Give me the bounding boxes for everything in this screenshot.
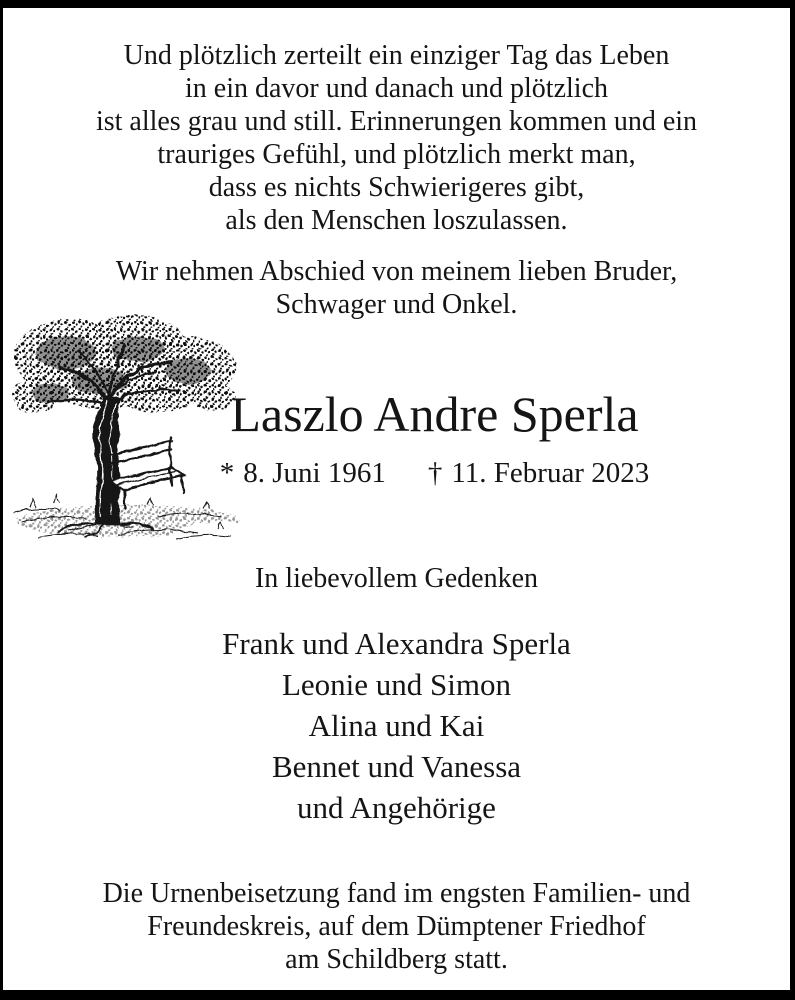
farewell-line: Schwager und Onkel. [275,289,518,320]
deceased-name: Laszlo Andre Sperla [230,386,639,442]
mourners-list [3,623,790,828]
verse-line: dass es nichts Schwierigeres gibt, [208,172,585,203]
opening-verse [3,39,790,237]
mourner-line: Frank und Alexandra Sperla [222,626,571,661]
death-date [428,457,649,489]
closing-line: Die Urnenbeisetzung fand im engsten Familien- und [102,878,691,909]
verse-line: als den Menschen loszulassen. [225,205,568,236]
remembrance-intro: In liebevollem Gedenken [254,563,538,594]
farewell-line: Wir nehmen Abschied von meinem lieben Bruder, [115,256,678,287]
death-date-value: 11. Februar 2023 [451,457,650,489]
mourner-line: Bennet und Vanessa [271,749,522,784]
closing-text [3,877,790,976]
deceased-block [41,385,795,490]
mourner-line: Alina und Kai [308,708,485,743]
mourner-line: Leonie und Simon [281,667,512,702]
closing-line: Freundeskreis, auf dem Dümptener Friedhof [147,911,646,942]
born-symbol: * [219,457,235,489]
verse-line: ist alles grau und still. Erinnerungen kommen und ein [95,106,698,137]
dagger-symbol: † [427,457,443,489]
verse-line: Und plötzlich zerteilt ein einziger Tag das Leben [123,40,670,71]
mourner-line: und Angehörige [297,790,496,825]
name-section [3,321,790,552]
closing-line: am Schildberg statt. [285,944,508,975]
birth-date [220,457,386,489]
birth-date-value: 8. Juni 1961 [243,457,386,489]
verse-line: trauriges Gefühl, und plötzlich merkt man, [157,139,636,170]
verse-line: in ein davor und danach und plötzlich [185,73,608,104]
life-dates [41,456,795,490]
